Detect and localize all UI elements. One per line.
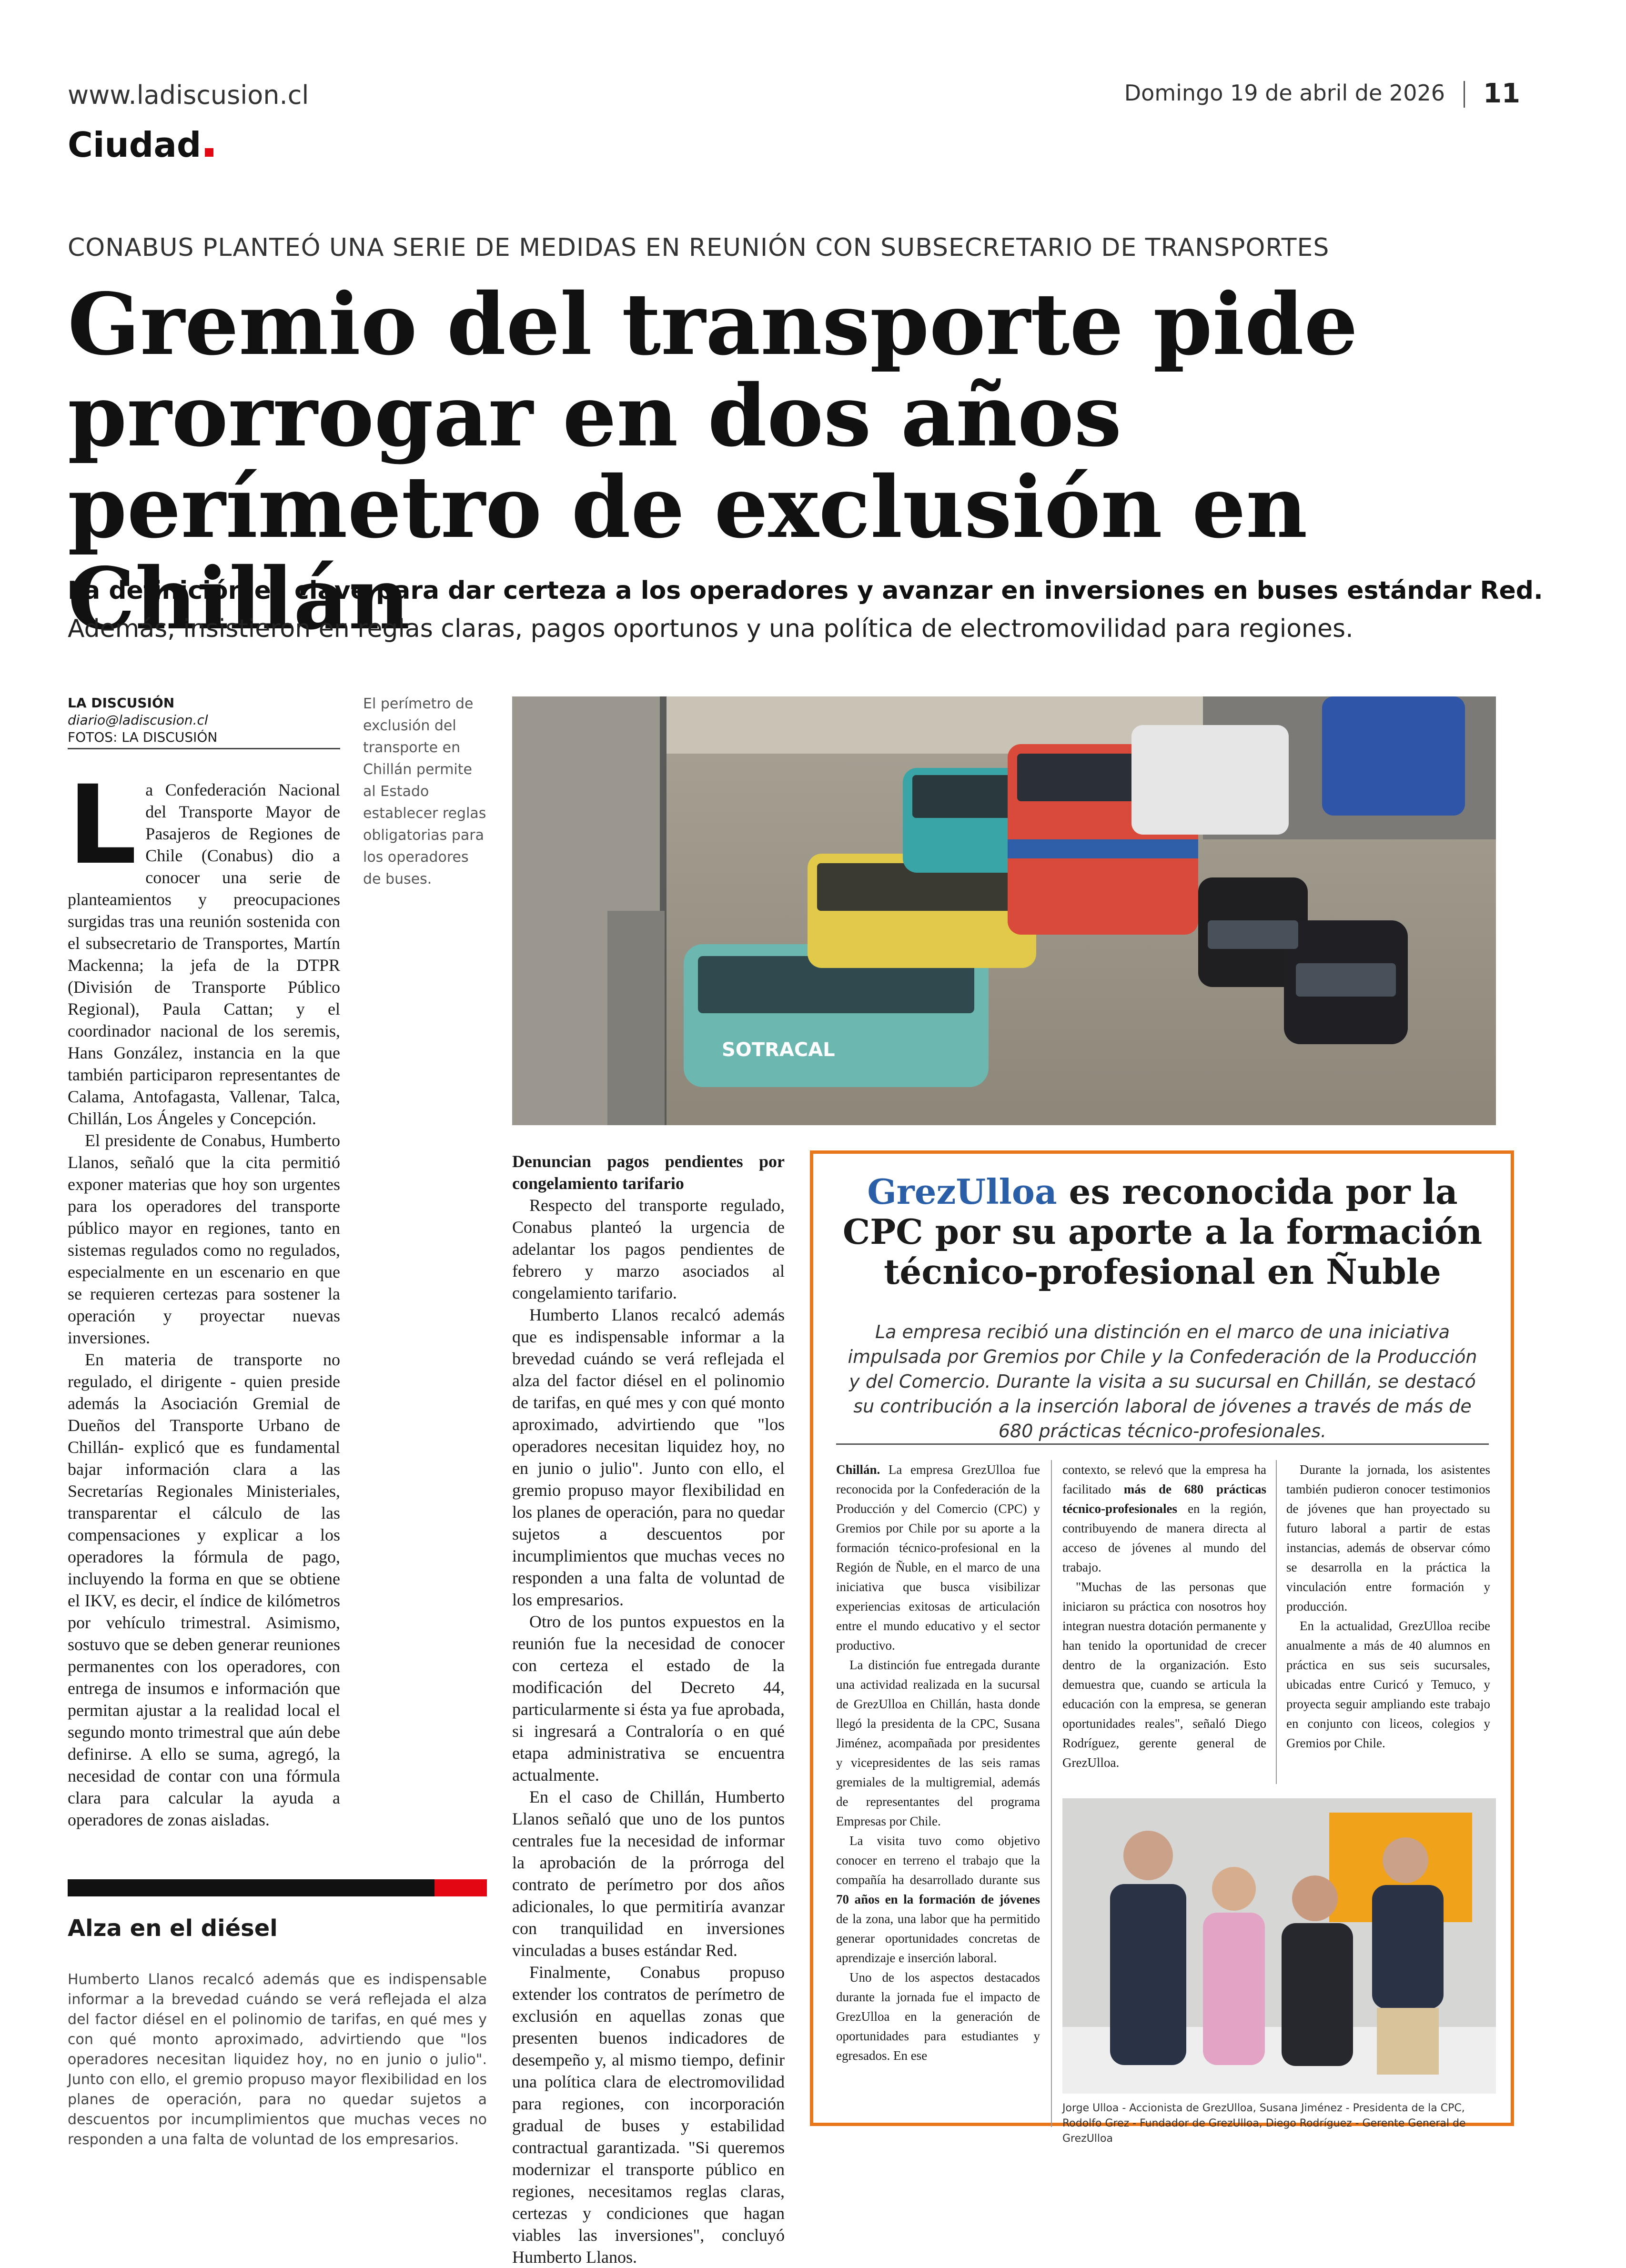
subhead: Denuncian pagos pendientes por congelamiento tarifario	[512, 1152, 785, 1193]
kicker: CONABUS PLANTEÓ UNA SERIE DE MEDIDAS EN REUNIÓN CON SUBSECRETARIO DE TRANSPORTES	[68, 233, 1330, 262]
alza-accent-bar	[68, 1879, 487, 1896]
byline-rule	[68, 748, 340, 749]
paragraph-text: en la región, contribuyendo de manera directa al acceso de jóvenes al mundo del trabajo.	[1062, 1502, 1266, 1574]
paragraph: Uno de los aspectos destacados durante la jornada fue el impacto de GrezUlloa en la generación de oportunidades para estudiantes y egresados. En ese	[836, 1970, 1040, 2063]
byline	[68, 695, 334, 746]
headline: Gremio del transporte pide prorrogar en dos años perímetro de exclusión en Chillán	[68, 274, 1358, 648]
lead-rest: Además, insistieron en reglas claras, pagos oportunos y una política de electromovilidad para regiones.	[68, 615, 1353, 643]
byline-name: LA DISCUSIÓN	[68, 695, 175, 711]
paragraph: Finalmente, Conabus propuso extender los contratos de perímetro de exclusión en aquellas zonas que presenten buenos indicadores de desempeño y, al mismo tiempo, definir una política clara de electromovilidad para regiones, con incorporación gradual de buses y estabilidad contractual garantizada. "Si queremos modernizar el transporte público en regiones, necesitamos reglas claras, certezas y condiciones que hagan viables las inversiones", concluyó Humberto Llanos.	[512, 1963, 785, 2267]
sponsored-title-rest: es reconocida por la CPC por su aporte a la formación técnico-profesional en Ñuble	[842, 1171, 1483, 1292]
paragraph: En materia de transporte no regulado, el dirigente - quien preside además la Asociación Gremial de Dueños del Transporte Urbano de Chillán- explicó que es fundamental bajar información clara a las Secretarías Regionales Ministeriales, transparentar el cálculo de las compensaciones y explicar a los operadores la fórmula de pago, incluyendo la forma en que se obtiene el IKV, es decir, el índice de kilómetros por vehículo trimestral. Asimismo, sostuvo que se deben generar reuniones permanentes con los operadores, con entrega de insumos e información que permitan ajustar a la realidad local el segundo monto trimestral que aún debe definirse. A ello se suma, agregó, la necesidad de contar con una fórmula clara para calcular la ayuda a operadores de zonas aisladas.	[68, 1350, 340, 1829]
lead	[68, 572, 1568, 648]
paragraph: El presidente de Conabus, Humberto Llanos, señaló que la cita permitió exponer materias que hoy son urgentes para los operadores del transporte público mayor en regiones, tanto en sistemas regulados como no regulados, especialmente en un escenario en que se requieren certezas para sostener la operación y proyectar nuevas inversiones.	[68, 1131, 340, 1347]
sponsored-column-3	[1286, 1460, 1490, 1753]
sponsored-lead: La empresa recibió una distinción en el marco de una iniciativa impulsada por Gremios por Chile y la Confederación de la Producción y del Comercio. Durante la visita a su sucursal en Chillán, se destacó su contribución a la inserción laboral de jóvenes a través de más de 680 prácticas técnico-profesionales.	[848, 1321, 1477, 1441]
group-photo-illustration	[1062, 1798, 1496, 2094]
paragraph: Otro de los puntos expuestos en la reunión fue la necesidad de conocer con certeza el estado de la modificación del Decreto 44, particularmente si ésta ya fue aprobada, si ingresará a Contraloría o en qué etapa administrativa se encuentra actualmente.	[512, 1612, 785, 1784]
bus-street-photo	[512, 696, 1496, 1125]
sponsored-column-2	[1062, 1460, 1266, 1773]
group-photo	[1062, 1798, 1496, 2094]
sponsored-title	[829, 1172, 1496, 1292]
bus-sign: SOTRACAL	[722, 1039, 835, 1061]
paragraph-text: de la zona, una labor que ha permitido generar oportunidades concretas de aprendizaje e inserción laboral.	[836, 1912, 1040, 1965]
section-title	[68, 125, 213, 165]
section-label: Ciudad	[68, 125, 202, 165]
paragraph: Respecto del transporte regulado, Conabus planteó la urgencia de adelantar los pagos pendientes de febrero y marzo asociados al congelamiento tarifario.	[512, 1196, 785, 1302]
paragraph-text: La visita tuvo como objetivo conocer en terreno el trabajo que la compañía ha desarrollado durante sus	[836, 1834, 1040, 1887]
site-url[interactable]: www.ladiscusion.cl	[68, 80, 309, 110]
byline-photos: FOTOS: LA DISCUSIÓN	[68, 729, 218, 745]
group-photo-caption: Jorge Ulloa - Accionista de GrezUlloa, Susana Jiménez - Presidenta de la CPC, Rodolfo Grez - Fundador de GrezUlloa, Diego Rodríguez - Gerente General de GrezUlloa	[1062, 2102, 1466, 2145]
lead-bold: La definición es clave para dar certeza a los operadores y avanzar en inversiones en buses estándar Red.	[68, 576, 1543, 605]
paragraph: La distinción fue entregada durante una actividad realizada en la sucursal de GrezUlloa en Chillán, hasta donde llegó la presidenta de la CPC, Susana Jiménez, acompañada por presidentes y vicepresidentes de las seis ramas gremiales de la multigremial, además de representantes del programa Empresas por Chile.	[836, 1658, 1040, 1828]
paragraph: a Confederación Nacional del Transporte Mayor de Pasajeros de Regiones de Chile (Conabus) dio a conocer una serie de planteamientos y preocupaciones surgidas tras una reunión sostenida con el subsecretario de Transportes, Martín Mackenna; la jefa de la DTPR (División de Transporte Público Regional), Paula Cattan; y el coordinador nacional de los seremis, Hans González, instancia en la que también participaron representantes de Calama, Antofagasta, Vallenar, Talca, Chillán, Los Ángeles y Concepción.	[68, 780, 340, 1128]
issue-date: Domingo 19 de abril de 2026	[1124, 80, 1445, 106]
paragraph	[836, 1460, 1040, 1655]
highlight: 70 años en la formación de jóvenes	[836, 1892, 1040, 1906]
highlight: más de 680 prácticas técnico-profesionales	[1062, 1482, 1266, 1516]
paragraph	[1062, 1460, 1266, 1577]
sponsored-rule	[836, 1443, 1489, 1445]
dateline: Chillán.	[836, 1462, 880, 1477]
paragraph-text: contexto, se relevó que la empresa ha facilitado	[1062, 1462, 1266, 1496]
paragraph-text: La empresa GrezUlloa fue reconocida por la Confederación de la Producción y del Comercio (CPC) y Gremios por Chile por su aporte a la formación técnico-profesional en la Región de Ñuble, en el marco de una iniciativa que busca visibilizar experiencias exitosas de articulación entre el mundo educativo y el sector productivo.	[836, 1462, 1040, 1653]
alza-text: Humberto Llanos recalcó además que es indispensable informar a la brevedad cuándo se verá reflejada el alza del factor diésel en el polinomio de tarifas, en qué mes y con qué monto aproximado, advirtiendo que "los operadores necesitan liquidez hoy, no en junio o julio". Junto con ello, el gremio propuso mayor flexibilidad en los planes de operación, para no quedar sujetos a descuentos por incumplimientos que muchas veces no responden a una falta de voluntad de los empresarios.	[68, 1971, 487, 2148]
brand-name: GrezUlloa	[867, 1171, 1057, 1212]
paragraph: Humberto Llanos recalcó además que es indispensable informar a la brevedad cuándo se verá reflejada el alza del factor diésel en el polinomio de tarifas, en qué mes y con qué monto aproximado, advirtiendo que "los operadores necesitan liquidez hoy, no en junio o julio". Junto con ello, el gremio propuso mayor flexibilidad en los planes de operación, para no quedar sujetos a descuentos por incumplimientos que muchas veces no responden a una falta de voluntad de los empresarios.	[512, 1305, 785, 1609]
paragraph: En la actualidad, GrezUlloa recibe anualmente a más de 40 alumnos en práctica en sus seis sucursales, ubicadas entre Curicó y Temuco, y proyecta seguir ampliando este trabajo en conjunto con liceos, colegios y Gremios por Chile.	[1286, 1619, 1490, 1750]
bus-street-illustration	[512, 696, 1496, 1125]
article-column-2	[512, 1150, 785, 2268]
sponsored-column-1	[836, 1460, 1040, 2066]
photo-caption: El perímetro de exclusión del transporte en Chillán permite al Estado establecer reglas obligatorias para los operadores de buses.	[363, 696, 486, 887]
section-dot	[205, 148, 213, 157]
paragraph: En el caso de Chillán, Humberto Llanos señaló que uno de los puntos centrales fue la necesidad de informar la aprobación de la prórroga del contrato de perímetro por dos años adicionales, lo que permitiría avanzar con tranquilidad en inversiones vinculadas a buses estándar Red.	[512, 1787, 785, 1960]
dropcap: L	[68, 762, 137, 888]
column-divider	[1276, 1460, 1277, 1784]
paragraph: Durante la jornada, los asistentes también pudieron conocer testimonios de jóvenes que han proyectado su futuro laboral a partir de estas instancias, además de observar cómo se desarrolla en la práctica la vinculación entre formación y producción.	[1286, 1462, 1490, 1613]
byline-email: diario@ladiscusion.cl	[68, 712, 208, 728]
alza-title: Alza en el diésel	[68, 1915, 278, 1942]
paragraph	[836, 1831, 1040, 1968]
column-divider	[1051, 1460, 1052, 2127]
article-column-1	[68, 762, 340, 1831]
header-divider	[1464, 81, 1465, 108]
page-number: 11	[1483, 78, 1520, 109]
paragraph: "Muchas de las personas que iniciaron su práctica con nosotros hoy integran nuestra dotación permanente y han tenido la oportunidad de crecer dentro de la organización. Esto demuestra que, cuando se articula la educación con la empresa, se generan oportunidades reales", señaló Diego Rodríguez, gerente general de GrezUlloa.	[1062, 1580, 1266, 1770]
